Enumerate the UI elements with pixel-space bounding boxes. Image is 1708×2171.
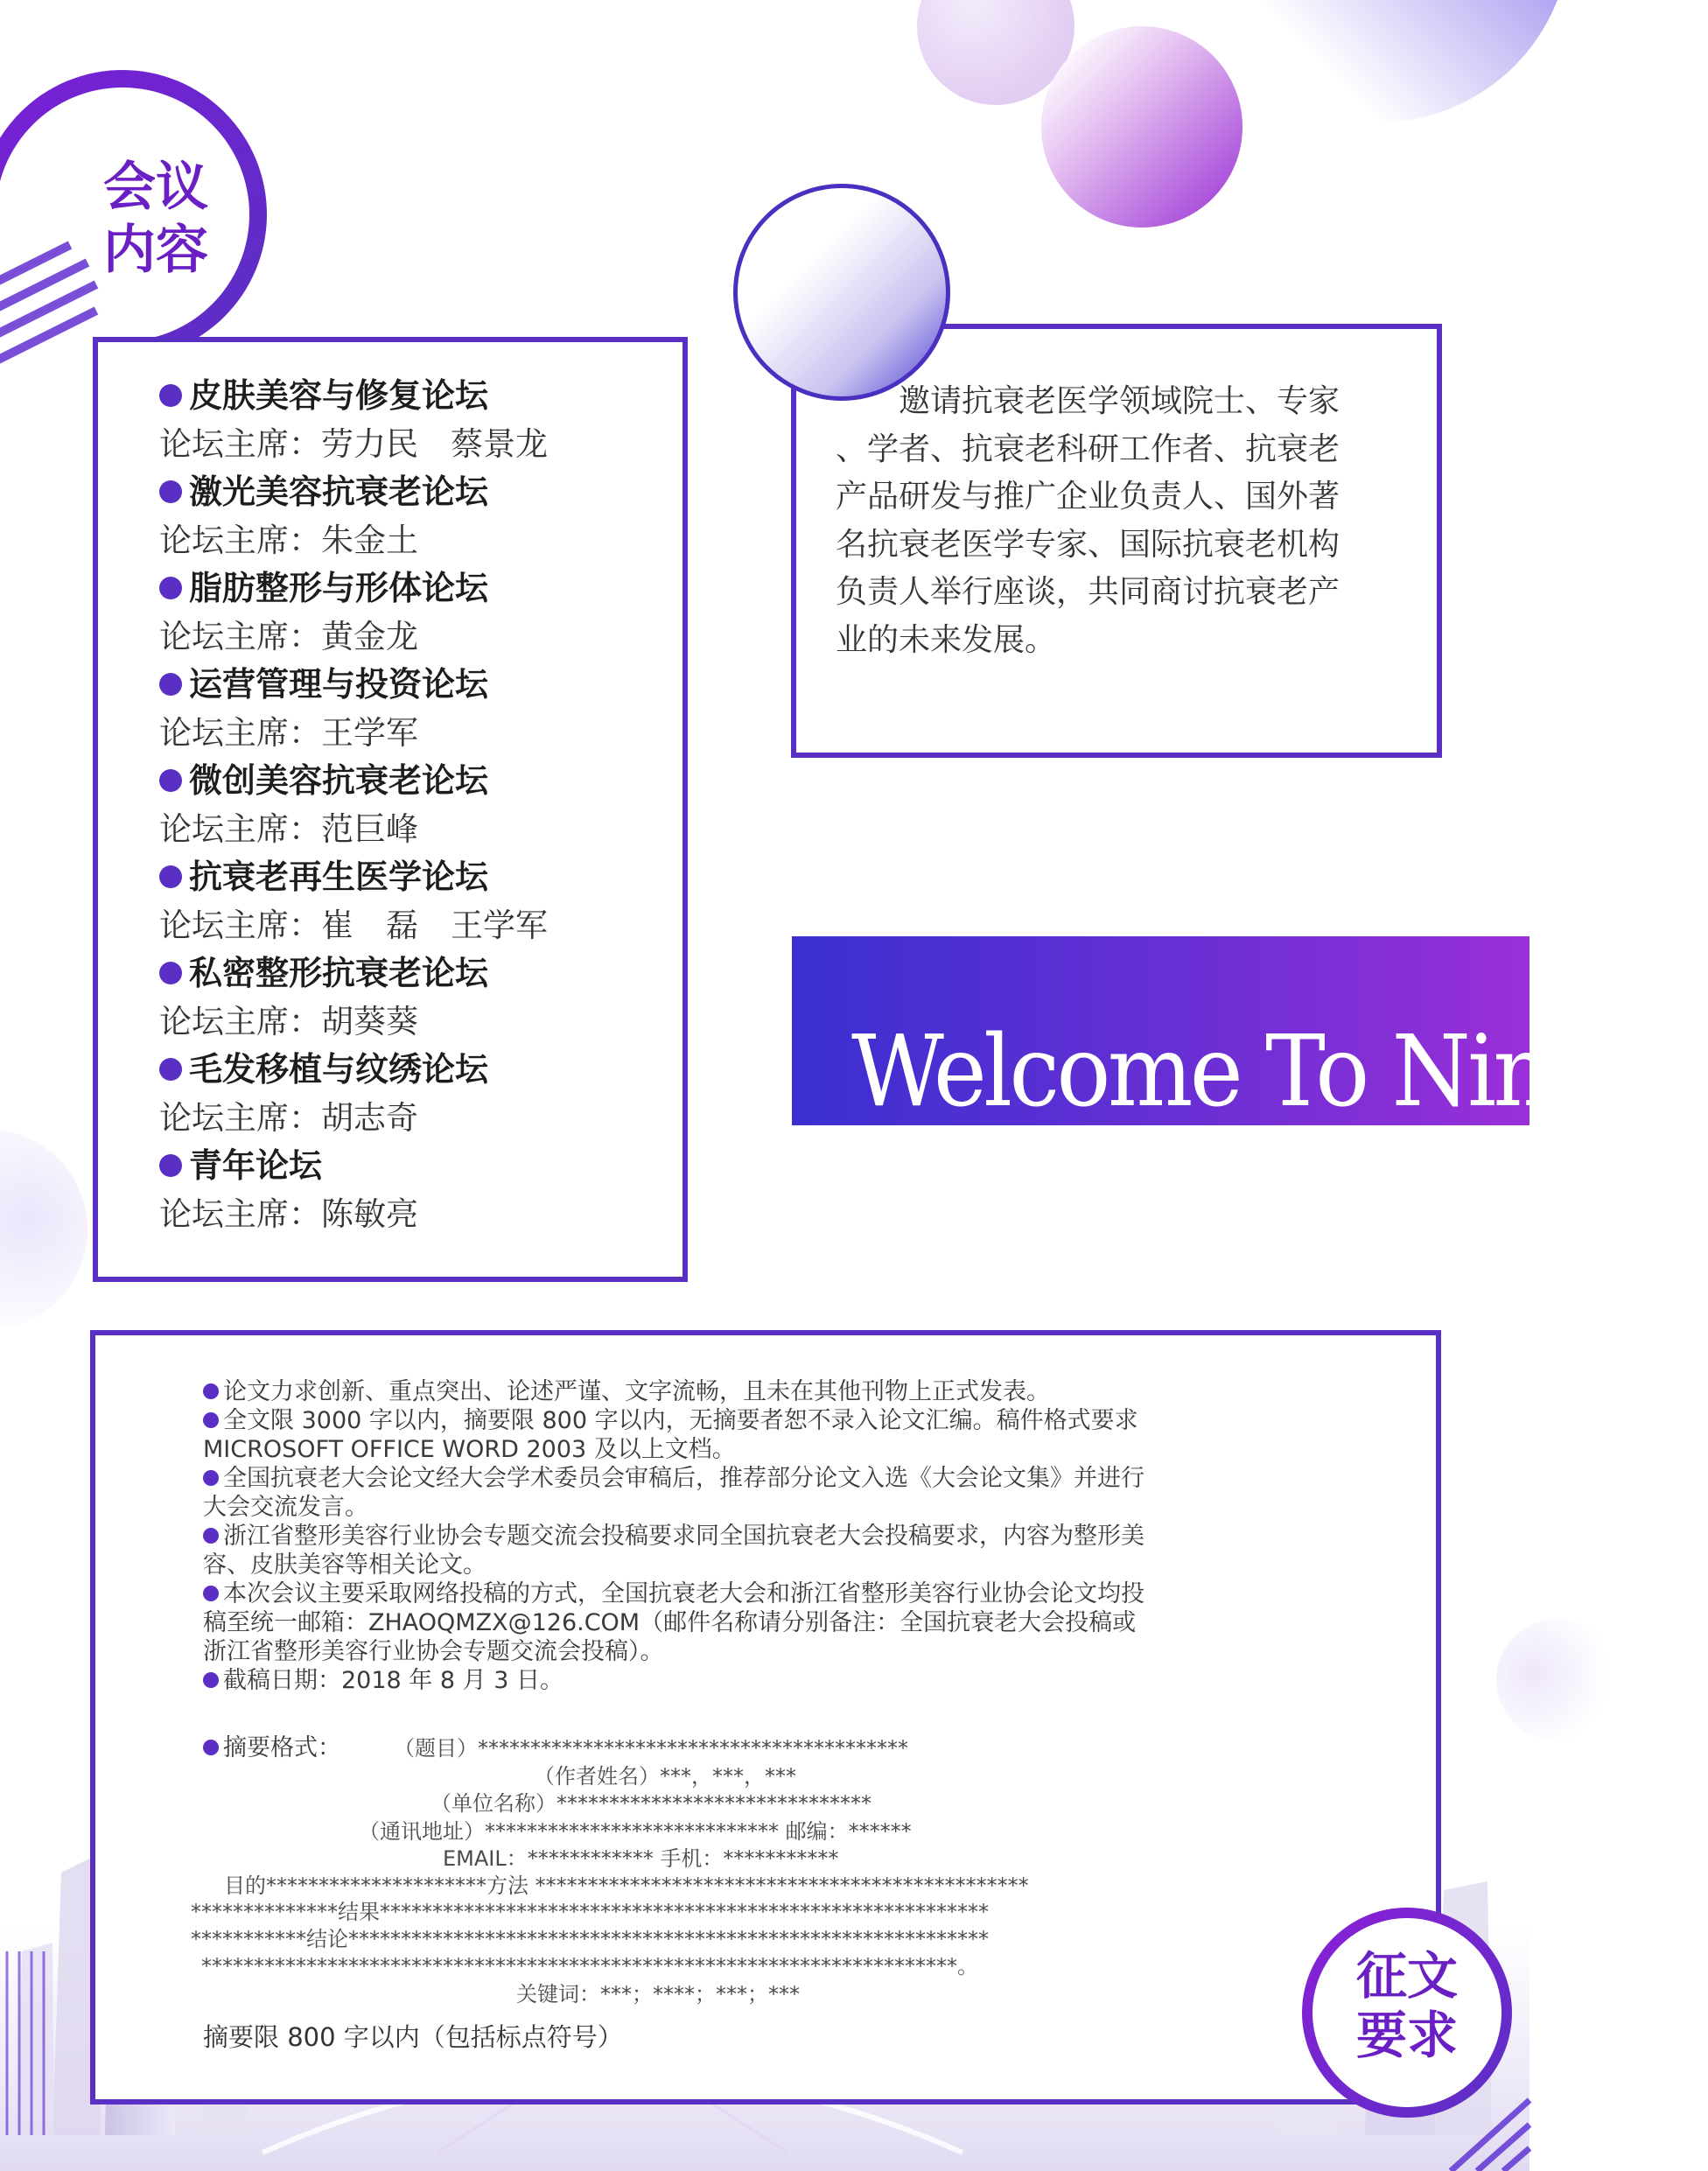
- bullet-dot: [159, 480, 182, 503]
- forum-chair: 论坛主席：胡志奇: [159, 1099, 418, 1137]
- requirement-item: 全国抗衰老大会论文经大会学术委员会审稿后，推荐部分论文入选《大会论文集》并进行: [203, 1464, 1144, 1493]
- requirement-item: 浙江省整形美容行业协会专题交流会投稿）。: [203, 1638, 664, 1665]
- intro-line: 负责人举行座谈，共同商讨抗衰老产: [836, 574, 1340, 610]
- abstract-line-purpose: 目的*********************方法 ***********************************************: [224, 1873, 1029, 1898]
- forum-title: 运营管理与投资论坛: [189, 665, 489, 704]
- abstract-line-title: （题目）*****************************************: [394, 1736, 908, 1761]
- decor-circle-purple: [1041, 26, 1242, 228]
- forum-item: [159, 853, 548, 949]
- requirement-item: 论文力求创新、重点突出、论述严谨、文字流畅，且未在其他刊物上正式发表。: [203, 1377, 1144, 1406]
- forum-chair: 论坛主席：范巨峰: [159, 810, 418, 848]
- forum-list: [159, 372, 548, 1238]
- abstract-line-conclusion: ***********结论*************************************************************: [191, 1927, 989, 1951]
- forum-item: [159, 949, 548, 1046]
- bullet-dot: [159, 962, 182, 984]
- forum-item: [159, 564, 548, 661]
- bullet-dot: [203, 1412, 219, 1428]
- requirement-item: MICROSOFT OFFICE WORD 2003 及以上文档。: [203, 1436, 736, 1463]
- forum-chair: 论坛主席：朱金土: [159, 522, 418, 559]
- requirements-list: [203, 1377, 1144, 1695]
- intro-line: 邀请抗衰老医学领域院士、专家: [836, 383, 1340, 419]
- requirement-item: 全文限 3000 字以内，摘要限 800 字以内，无摘要者恕不录入论文汇编。稿件格式要求: [203, 1406, 1144, 1435]
- forum-chair: 论坛主席：崔 磊 王学军: [159, 907, 548, 944]
- requirement-item: 稿至统一邮箱：ZHAOQMZX@126.COM（邮件名称请分别备注：全国抗衰老大会投稿或: [203, 1609, 1137, 1636]
- call-for-papers-badge: [1302, 1908, 1530, 2171]
- forum-chair: 论坛主席：胡葵葵: [159, 1003, 418, 1040]
- meeting-content-badge: [0, 70, 289, 359]
- intro-line: 业的未来发展。: [836, 621, 1057, 658]
- forum-item: [159, 757, 548, 853]
- welcome-banner: [792, 936, 1708, 1129]
- bullet-dot: [203, 1383, 219, 1399]
- bullet-dot: [159, 865, 182, 888]
- forum-title: 皮肤美容与修复论坛: [189, 376, 489, 415]
- abstract-line-contact: EMAIL：************ 手机：***********: [443, 1846, 839, 1871]
- bullet-dot: [203, 1470, 219, 1486]
- decor-ring-circle: [733, 184, 950, 401]
- decor-circle-top-right: [1186, 0, 1571, 123]
- forum-title: 脂肪整形与形体论坛: [189, 569, 489, 607]
- bullet-dot: [159, 769, 182, 792]
- abstract-format-label: 摘要格式：: [203, 1733, 341, 1762]
- abstract-line-end: ************************************************************************。: [201, 1954, 978, 1978]
- badge-line-1: 会议: [103, 157, 208, 218]
- welcome-text: Welcome To Ningbo: [851, 1015, 1708, 1129]
- forum-title: 青年论坛: [189, 1146, 323, 1185]
- requirement-item: 大会交流发言。: [203, 1494, 368, 1521]
- intro-line: 产品研发与推广企业负责人、国外著: [836, 479, 1340, 515]
- bullet-dot: [159, 1154, 182, 1177]
- forum-chair: 论坛主席：黄金龙: [159, 618, 418, 655]
- bullet-dot: [159, 384, 182, 407]
- bullet-dot: [159, 673, 182, 696]
- forum-title: 抗衰老再生医学论坛: [189, 858, 489, 896]
- bullet-dot: [203, 1528, 219, 1544]
- forum-title: 激光美容抗衰老论坛: [189, 473, 489, 511]
- forum-item: [159, 468, 548, 564]
- forum-item: [159, 1142, 548, 1238]
- badge-line-1: 征文: [1355, 1946, 1458, 2006]
- badge-line-2: 要求: [1355, 2006, 1458, 2065]
- abstract-line-result: **************结果**********************************************************: [191, 1900, 989, 1924]
- decor-circle-left-middle: [0, 1129, 88, 1330]
- forum-item: [159, 661, 548, 757]
- forum-chair: 论坛主席：王学军: [159, 714, 418, 752]
- forum-title: 私密整形抗衰老论坛: [189, 954, 489, 992]
- bullet-dot: [203, 1740, 219, 1755]
- requirement-item: 浙江省整形美容行业协会专题交流会投稿要求同全国抗衰老大会投稿要求，内容为整形美: [203, 1522, 1144, 1551]
- bullet-dot: [159, 1058, 182, 1081]
- requirement-item: 容、皮肤美容等相关论文。: [203, 1551, 486, 1579]
- bullet-dot: [203, 1672, 219, 1688]
- forum-item: [159, 372, 548, 468]
- forum-chair: 论坛主席：陈敏亮: [159, 1195, 418, 1233]
- abstract-line-address: （通讯地址）**************************** 邮编：******: [359, 1819, 912, 1844]
- requirement-item: 截稿日期：2018 年 8 月 3 日。: [203, 1666, 1144, 1695]
- abstract-line-institution: （单位名称）******************************: [430, 1791, 872, 1816]
- forum-chair: 论坛主席：劳力民 蔡景龙: [159, 425, 548, 463]
- intro-line: 名抗衰老医学专家、国际抗衰老机构: [836, 526, 1340, 563]
- abstract-line-authors: （作者姓名）***，***，***: [534, 1764, 796, 1789]
- abstract-length-note: 摘要限 800 字以内（包括标点符号）: [203, 2022, 623, 2052]
- intro-text: [836, 378, 1413, 664]
- forum-title: 微创美容抗衰老论坛: [189, 761, 489, 800]
- intro-line: 、学者、抗衰老科研工作者、抗衰老: [836, 431, 1340, 467]
- forum-item: [159, 1046, 548, 1142]
- bullet-dot: [159, 577, 182, 599]
- requirement-item: 本次会议主要采取网络投稿的方式，全国抗衰老大会和浙江省整形美容行业协会论文均投: [203, 1579, 1144, 1608]
- abstract-line-keywords: 关键词：***；****；***；***: [516, 1982, 800, 2006]
- badge-line-2: 内容: [103, 220, 208, 281]
- forum-title: 毛发移植与纹绣论坛: [189, 1050, 489, 1089]
- bullet-dot: [203, 1586, 219, 1601]
